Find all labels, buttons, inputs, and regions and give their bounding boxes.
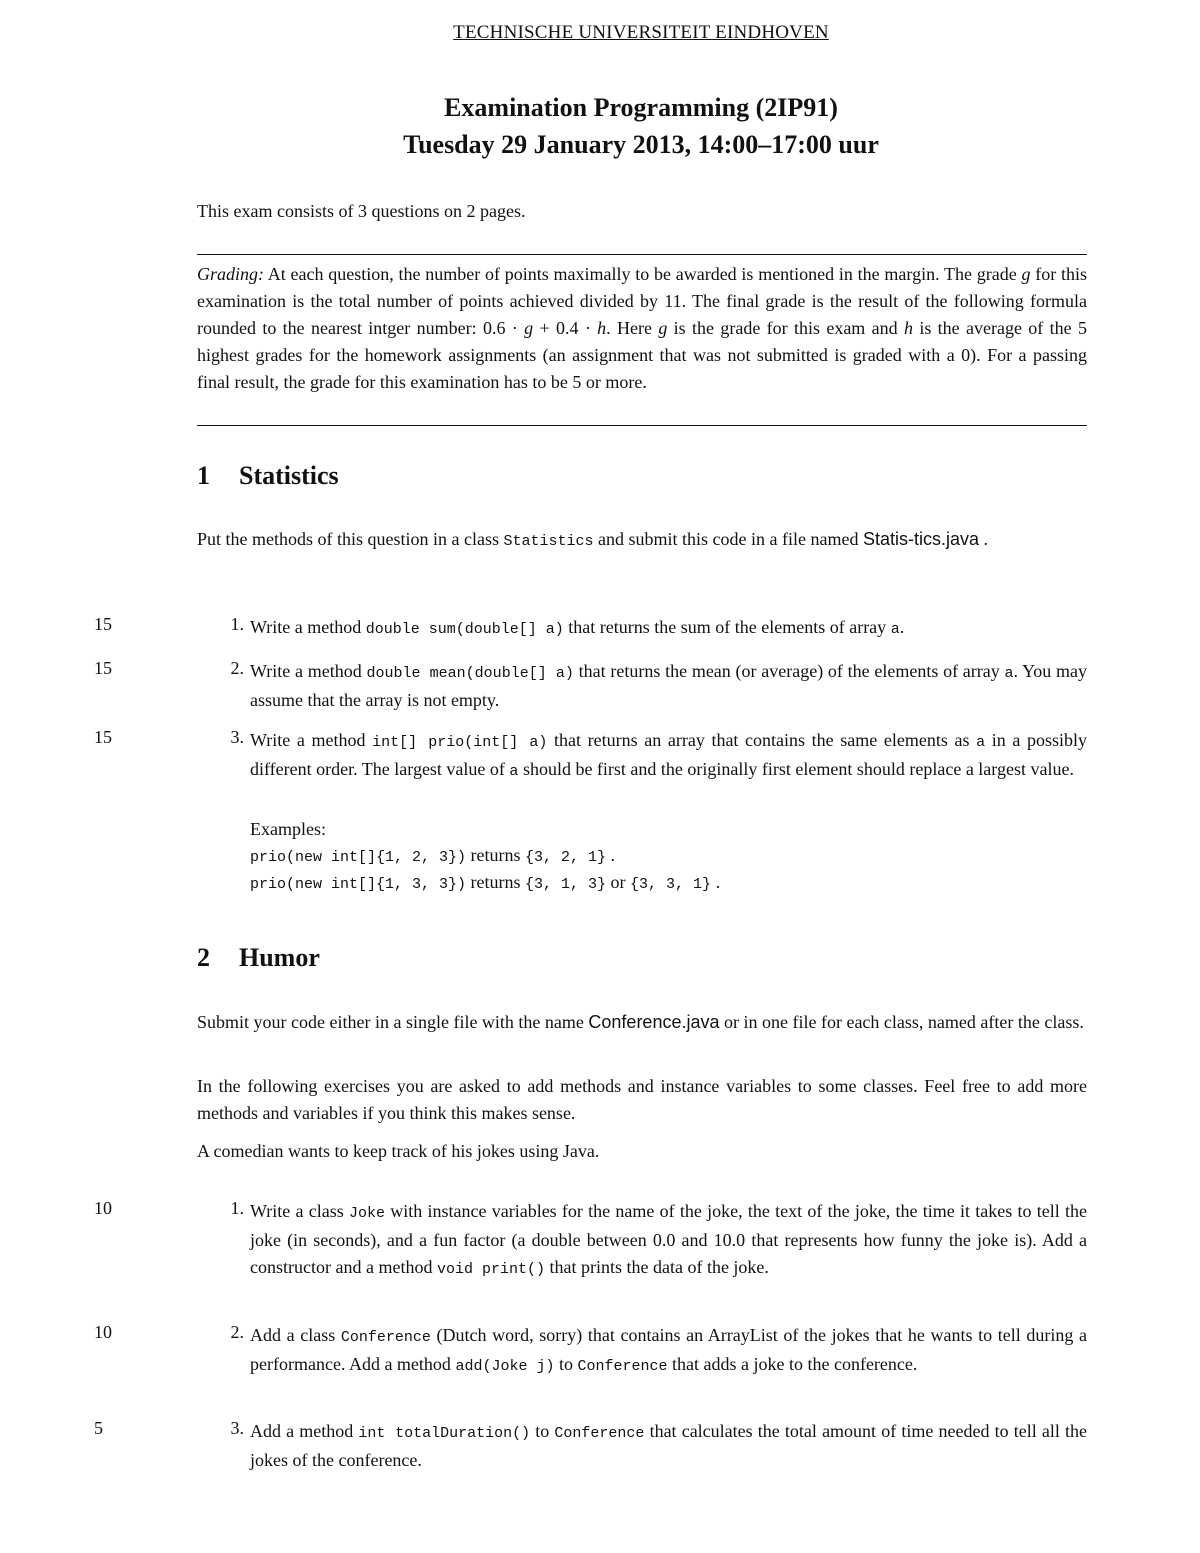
exam-title: Examination Programming (2IP91)	[444, 93, 838, 122]
points-margin: 5	[94, 1418, 103, 1438]
section2-intro: Submit your code either in a single file with the name Conference.java or in one file for each class, named after the class.	[197, 1012, 1084, 1032]
examples-label: Examples:	[250, 819, 326, 839]
grading-label: Grading:	[197, 264, 264, 284]
section1-intro: Put the methods of this question in a class Statistics and submit this code in a file named Statis-tics.java .	[197, 529, 988, 550]
question-item: Add a method int totalDuration() to Conference that calculates the total amount of time needed to tell all the jokes of the conference.	[250, 1421, 1087, 1470]
section-heading-humor: 2 Humor	[197, 943, 320, 972]
points-margin: 15	[94, 658, 112, 678]
item-number: 2.	[230, 1322, 244, 1342]
points-margin: 15	[94, 614, 112, 634]
section2-paragraph: A comedian wants to keep track of his jokes using Java.	[197, 1141, 600, 1161]
exam-date: Tuesday 29 January 2013, 14:00–17:00 uur	[403, 130, 879, 159]
grading-paragraph: Grading: At each question, the number of points maximally to be awarded is mentioned in the margin. The grade g for this examination is the total number of points achieved divided by 11. The final grade is the result of the following formula rounded to the nearest intger number: 0.6 · g + 0.4 · h. Here g is the grade for this exam and h is the average of the 5 highest grades for the homework assignments (an assignment that was not submitted is graded with a 0). For a passing final result, the grade for this examination has to be 5 or more.	[197, 264, 1088, 392]
divider-top	[197, 254, 1087, 255]
points-margin: 10	[94, 1322, 112, 1342]
question-item: Add a class Conference (Dutch word, sorry) that contains an ArrayList of the jokes that he wants to tell during a performance. Add a method add(Joke j) to Conference that adds a joke to the conference.	[250, 1325, 1087, 1375]
example-line: prio(new int[]{1, 2, 3}) returns {3, 2, 1} .	[250, 845, 616, 866]
intro-text: This exam consists of 3 questions on 2 pages.	[197, 201, 526, 221]
item-number: 1.	[230, 1198, 244, 1218]
university-name: TECHNISCHE UNIVERSITEIT EINDHOVEN	[453, 22, 829, 43]
item-number: 1.	[230, 614, 244, 634]
section-heading-statistics: 1 Statistics	[197, 461, 339, 490]
question-item: Write a method int[] prio(int[] a) that returns an array that contains the same elements as a in a possibly different order. The largest value of a should be first and the originally first element should replace a largest value.	[250, 730, 1087, 780]
divider-bottom	[197, 425, 1087, 426]
question-item: Write a method double sum(double[] a) that returns the sum of the elements of array a.	[250, 617, 905, 638]
question-item: Write a class Joke with instance variables for the name of the joke, the text of the joke, the time it takes to tell the joke (in seconds), and a fun factor (a double between 0.0 and 10.0 that represents how funny the joke is). Add a constructor and a method void print() that prints the data of the joke.	[250, 1201, 1087, 1278]
section2-paragraph: In the following exercises you are asked to add methods and instance variables to some classes. Feel free to add more methods and variables if you think this makes sense.	[197, 1076, 1087, 1123]
item-number: 2.	[230, 658, 244, 678]
item-number: 3.	[230, 727, 244, 747]
points-margin: 10	[94, 1198, 112, 1218]
points-margin: 15	[94, 727, 112, 747]
question-item: Write a method double mean(double[] a) that returns the mean (or average) of the elements of array a. You may assume that the array is not empty.	[250, 661, 1087, 710]
example-line: prio(new int[]{1, 3, 3}) returns {3, 1, 3} or {3, 3, 1} .	[250, 872, 721, 893]
item-number: 3.	[230, 1418, 244, 1438]
